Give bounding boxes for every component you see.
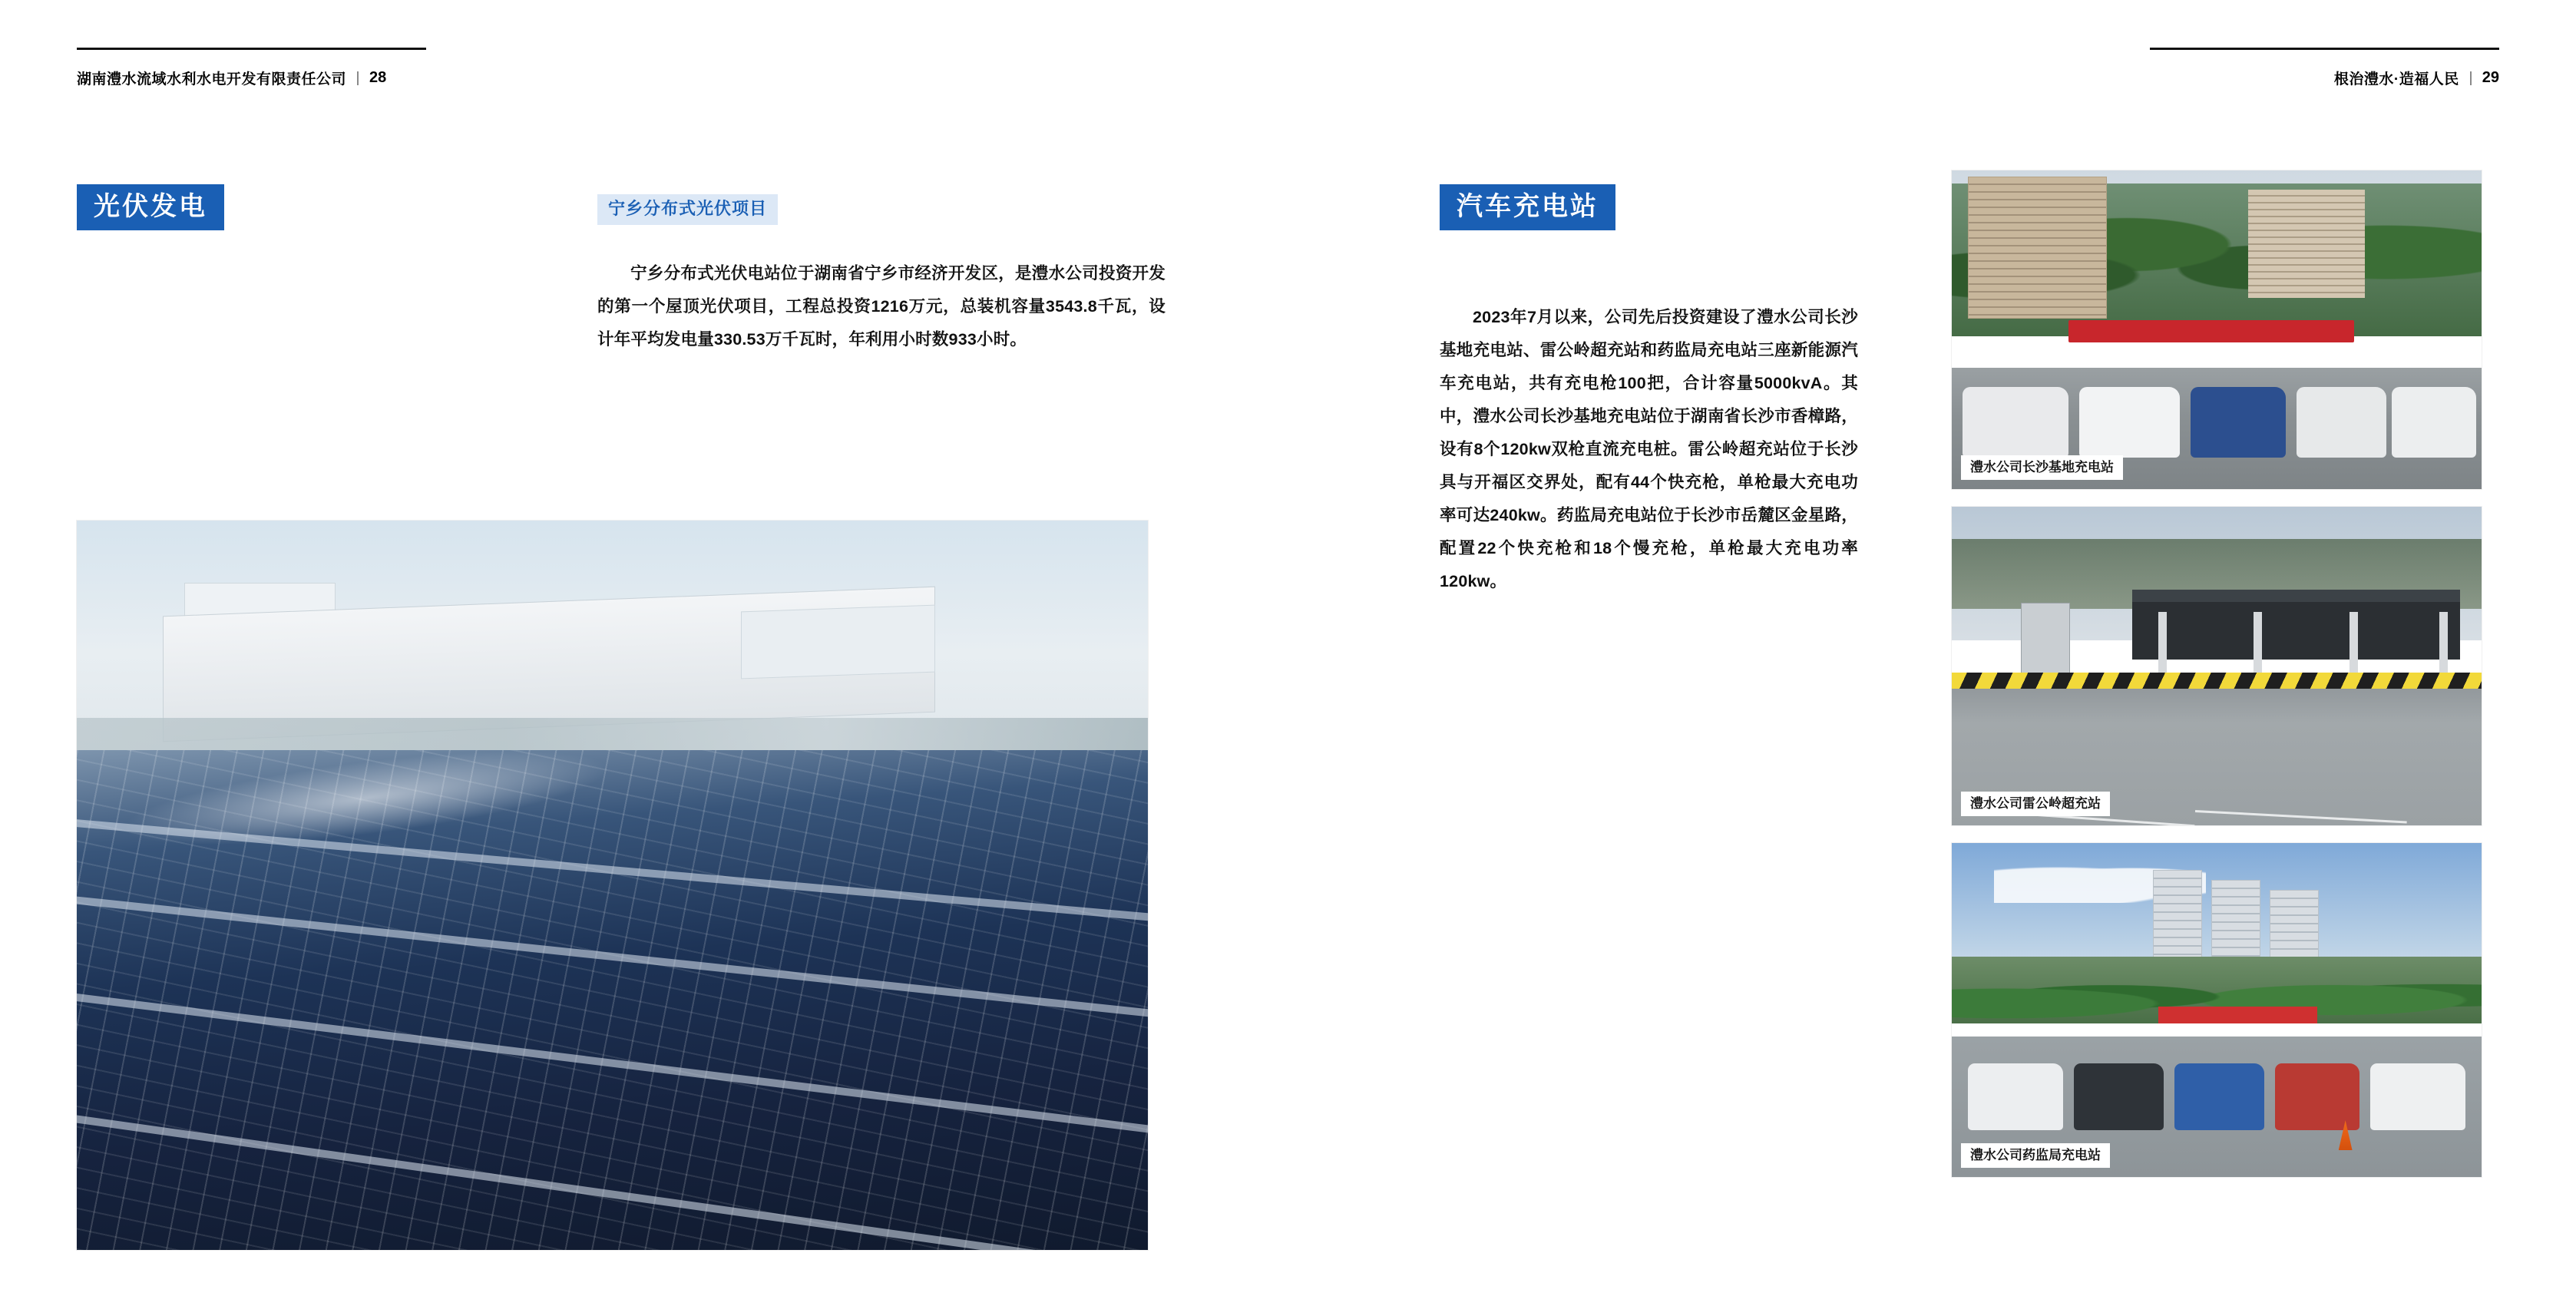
photo-car xyxy=(2191,387,2286,457)
header-rule-right xyxy=(2150,48,2499,50)
header-rule-left xyxy=(77,48,426,50)
section-title-photovoltaic: 光伏发电 xyxy=(77,184,224,230)
photo-car xyxy=(2370,1063,2465,1130)
photo-leigongling-supercharging-station xyxy=(1952,507,2482,825)
photo-changsha-base-charging-station xyxy=(1952,170,2482,489)
running-head-right-text: 根治澧水·造福人民 xyxy=(2333,71,2459,88)
body-text-ev-charging: 2023年7月以来，公司先后投资建设了澧水公司长沙基地充电站、雷公岭超充站和药监局充电站三座新能源汽车充电站，共有充电枪100把，合计容量5000kvA。其中，澧水公司长沙基地充电站位于湖南省长沙市香樟路，设有8个120kw双枪直流充电桩。雷公岭超充站位于长沙具与开福区交界处，配有44个快充枪，单枪最大充电功率可达240kw。药监局充电站位于长沙市岳麓区金星路，配置22个快充枪和18个慢充枪，单枪最大充电功率120kw。 xyxy=(1440,308,1858,590)
photo-horizon xyxy=(77,718,1148,755)
photo-building xyxy=(1968,177,2107,319)
photo-rooftop-solar-array xyxy=(77,521,1148,1250)
photo-charger-pillar xyxy=(2254,612,2262,682)
photo-car xyxy=(2392,387,2476,457)
photo-red-banner xyxy=(2068,320,2355,342)
photo-car xyxy=(2079,387,2180,457)
photo-warning-curb xyxy=(1952,673,2482,689)
photo-car xyxy=(1963,387,2068,457)
photo-car xyxy=(2174,1063,2264,1130)
photo-charger-pillar xyxy=(2158,612,2167,682)
photo-caption: 澧水公司药监局充电站 xyxy=(1961,1143,2110,1168)
photo-caption: 澧水公司雷公岭超充站 xyxy=(1961,792,2110,816)
running-head-left-text: 湖南澧水流域水利水电开发有限责任公司 xyxy=(77,71,347,88)
photo-charger-pillar xyxy=(2349,612,2358,682)
body-text-photovoltaic: 宁乡分布式光伏电站位于湖南省宁乡市经济开发区，是澧水公司投资开发的第一个屋顶光伏项目，工程总投资1216万元，总装机容量3543.8千瓦，设计年平均发电量330.53万千瓦时，年利用小时数933小时。 xyxy=(597,264,1166,349)
page-number-right: 29 xyxy=(2482,69,2499,86)
panel-row-gap xyxy=(77,980,1148,1158)
photo-caption: 澧水公司长沙基地充电站 xyxy=(1961,455,2123,480)
running-head-divider xyxy=(357,71,359,85)
photo-drug-administration-charging-station xyxy=(1952,843,2482,1177)
photo-red-banner xyxy=(2158,1007,2317,1023)
photo-building-far xyxy=(741,605,935,679)
photo-car xyxy=(2275,1063,2359,1130)
panel-row-gap xyxy=(77,1100,1148,1250)
section-title-ev-charging: 汽车充电站 xyxy=(1440,184,1615,230)
photo-building xyxy=(2248,190,2365,298)
photo-charger-pillar xyxy=(2439,612,2448,682)
running-head-right xyxy=(2334,68,2499,88)
photo-car xyxy=(2074,1063,2164,1130)
photo-canopy xyxy=(2132,590,2461,660)
page-number-left: 28 xyxy=(369,69,387,86)
photo-car xyxy=(1968,1063,2063,1130)
running-head-left xyxy=(77,68,386,88)
subsection-title-ningxiang: 宁乡分布式光伏项目 xyxy=(597,194,778,225)
running-head-divider xyxy=(2470,71,2472,85)
photo-car xyxy=(2297,387,2386,457)
